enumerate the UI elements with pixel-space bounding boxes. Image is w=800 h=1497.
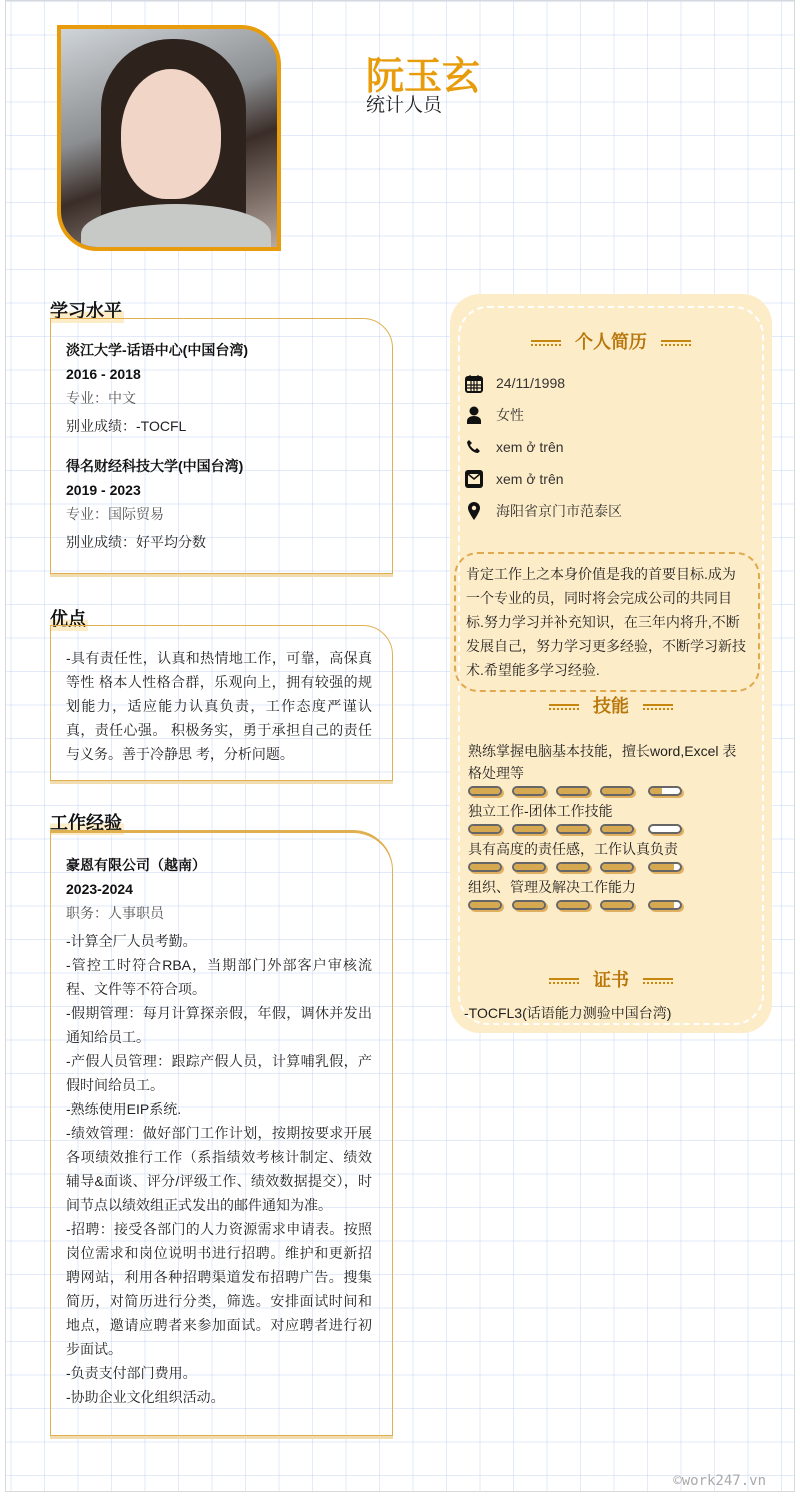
duty-line: -产假人员管理：跟踪产假人员，计算哺乳假，产假时间给员工。 [66, 1053, 372, 1093]
duty-line: -招聘：接受各部门的人力资源需求申请表。按照岗位需求和岗位说明书进行招聘。维护和更新招聘网站，利用各种招聘渠道发布招聘广告。搜集简历，对简历进行分类，筛选。安排面试时间和地点，邀请应聘者来参加面试。对应聘者进行初步面试。 [66, 1221, 372, 1357]
profile-photo [57, 25, 281, 251]
school-major: 专业：中文 [66, 390, 136, 406]
school-years: 2019 - 2023 [66, 482, 141, 498]
position: 职务：人事职员 [66, 905, 164, 921]
watermark: ©work247.vn [673, 1473, 766, 1489]
candidate-name: 阮玉玄 [366, 56, 481, 98]
strengths-heading: 优点 [50, 605, 88, 631]
skill-rating-pill [600, 862, 634, 872]
company-name: 豪恩有限公司（越南） [66, 857, 206, 873]
school-name: 得名财经科技大学(中国台湾) [66, 458, 244, 474]
skill-name: 熟练掌握电脑基本技能，擅长word,Excel 表格处理等 [468, 743, 737, 781]
school-result: 别业成绩：好平均分数 [66, 534, 206, 550]
skill-rating-pill [512, 862, 546, 872]
strengths-text: -具有责任性，认真和热情地工作，可靠，高保真等性 格本人性格合群，乐观向上，拥有较强的规划能力，适应能力认真负责，工作态度严谨认真，责任心强。 积极务实，勇于承担自己的责任与义务。善于冷静思 考，分析问题。 [66, 650, 372, 762]
location-icon [464, 501, 484, 521]
skill-name: 组织、管理及解决工作能力 [468, 879, 636, 895]
skill-rating-pill [648, 824, 682, 834]
duty-line: -计算全厂人员考勤。 [66, 933, 197, 949]
side-panel [450, 294, 772, 1033]
profile-heading: 个人简历 [450, 328, 772, 354]
education-box [50, 318, 393, 574]
skill-rating-pill [556, 900, 590, 910]
experience-heading: 工作经验 [50, 809, 124, 835]
school-years: 2016 - 2018 [66, 366, 141, 382]
info-gender: 女性 [464, 405, 524, 425]
skill-item [468, 838, 750, 872]
skill-name: 独立工作-团体工作技能 [468, 803, 613, 819]
skill-rating-pill [512, 900, 546, 910]
skill-item [468, 800, 750, 834]
email-icon [464, 469, 484, 489]
skill-rating-pill [600, 900, 634, 910]
duty-line: -熟练使用EIP系统. [66, 1101, 182, 1117]
info-email: xem ở trên [464, 469, 564, 489]
skill-item [468, 740, 750, 796]
duty-line: -绩效管理：做好部门工作计划，按期按要求开展各项绩效推行工作（系指绩效考核计制定、绩效辅导&面谈、评分/评级工作、绩效数据提交），时间节点以绩效组正式发出的邮件通知为准。 [66, 1125, 372, 1213]
skill-rating-pill [600, 786, 634, 796]
school-major: 专业：国际贸易 [66, 506, 164, 522]
skill-rating-pill [648, 786, 682, 796]
calendar-icon [464, 373, 484, 393]
skill-rating-pill [556, 862, 590, 872]
skill-rating-pill [512, 824, 546, 834]
skill-rating-pill [468, 786, 502, 796]
school-name: 淡江大学-话语中心(中国台湾) [66, 342, 248, 358]
skill-rating-pill [468, 862, 502, 872]
skill-rating-pill [648, 900, 682, 910]
skill-rating-pill [648, 862, 682, 872]
school-result: 别业成绩：-TOCFL [66, 418, 187, 434]
skill-rating-pill [600, 824, 634, 834]
info-phone: xem ở trên [464, 437, 564, 457]
skill-rating [468, 900, 750, 910]
education-heading: 学习水平 [50, 297, 124, 323]
skill-rating [468, 862, 750, 872]
info-birthdate: 24/11/1998 [464, 373, 565, 393]
skill-rating-pill [556, 824, 590, 834]
job-title: 统计人员 [366, 95, 443, 116]
resume-page [5, 0, 795, 1492]
user-icon [464, 405, 484, 425]
duty-line: -管控工时符合RBA，当期部门外部客户审核流程、文件等不符合项。 [66, 957, 372, 997]
skill-rating [468, 786, 750, 796]
skill-item [468, 876, 750, 910]
skill-rating-pill [512, 786, 546, 796]
phone-icon [464, 437, 484, 457]
certificate-item: -TOCFL3(话语能力测验中国台湾) [464, 1005, 672, 1021]
company-years: 2023-2024 [66, 881, 133, 897]
skill-name: 具有高度的责任感，工作认真负责 [468, 841, 678, 857]
duty-line: -假期管理：每月计算探亲假，年假，调休并发出通知给员工。 [66, 1005, 372, 1045]
skill-rating [468, 824, 750, 834]
skill-rating-pill [556, 786, 590, 796]
experience-box [50, 830, 393, 1436]
skill-rating-pill [468, 824, 502, 834]
duty-line: -协助企业文化组织活动。 [66, 1389, 225, 1405]
skill-rating-pill [468, 900, 502, 910]
career-objective: 肯定工作上之本身价值是我的首要目标.成为一个专业的员，同时将会完成公司的共同目标.努力学习并补充知识，在三年内将升,不断发展自己，努力学习更多经验，不断学习新技术.希望能多学习经验. [454, 552, 760, 692]
strengths-box [50, 625, 393, 781]
duty-line: -负责支付部门费用。 [66, 1365, 197, 1381]
info-address: 海阳省京门市范泰区 [464, 501, 622, 521]
skills-heading: 技能 [450, 692, 772, 718]
certificates-heading: 证书 [450, 966, 772, 992]
